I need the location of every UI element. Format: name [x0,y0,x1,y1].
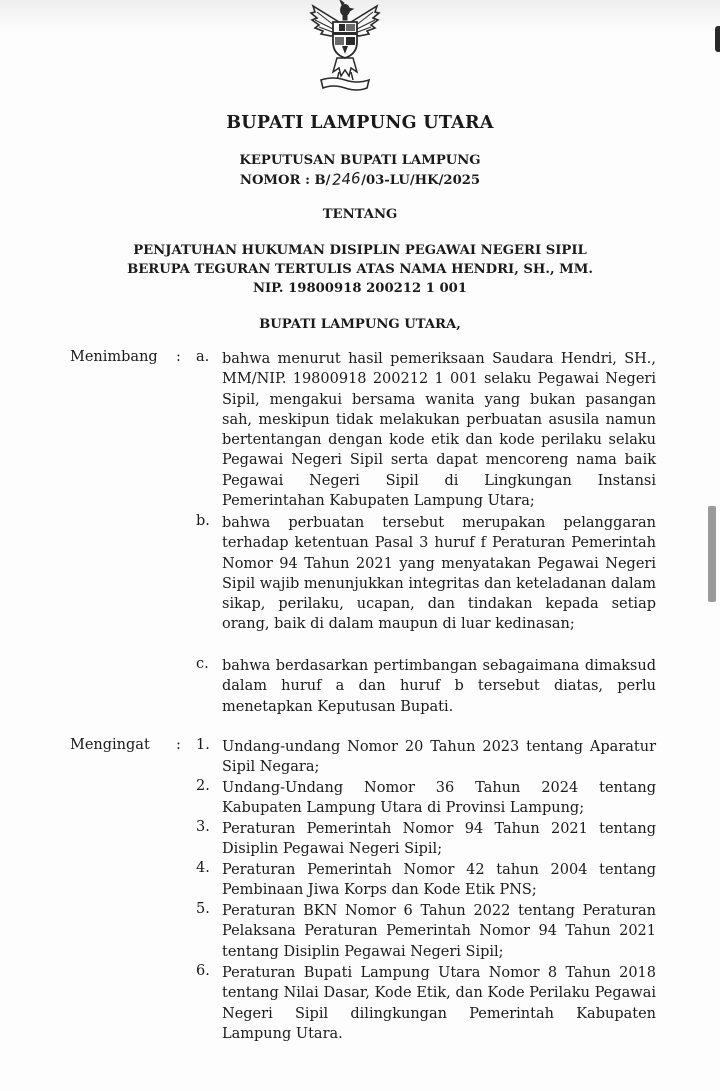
mengingat-marker-4: 4. [196,860,210,876]
menimbang-marker-c: c. [196,656,209,672]
mengingat-item-2: Undang-Undang Nomor 36 Tahun 2024 tentang Kabupaten Lampung Utara di Provinsi Lampung; [222,780,656,817]
menimbang-marker-b: b. [196,513,210,529]
scroll-indicator[interactable] [708,506,716,602]
mengingat-marker-1: 1. [196,737,210,753]
nomor-suffix: /03-LU/HK/2025 [361,173,481,188]
nomor-prefix: NOMOR : B/ [239,173,331,188]
menimbang-item-b: bahwa perbuatan tersebut merupakan pelanggaran terhadap ketentuan Pasal 3 huruf f Peraturan Pemerintah Nomor 94 Tahun 2021 yang menyatakan Pegawai Negeri Sipil wajib menunjukkan integritas dan keteladanan dalam sikap, perilaku, ucapan, dan tindakan kepada setiap orang, baik di dalam maupun di luar kedinasan; [222,515,656,633]
mengingat-marker-2: 2. [196,778,210,794]
menimbang-colon: : [176,349,181,365]
scan-edge-mark [715,26,720,52]
subject-line-3: NIP. 19800918 200212 1 001 [252,281,468,296]
mengingat-marker-3: 3. [196,819,210,835]
subject-line-1: PENJATUHAN HUKUMAN DISIPLIN PEGAWAI NEGERI SIPIL [133,243,587,258]
mengingat-item-3: Peraturan Pemerintah Nomor 94 Tahun 2021 tentang Disiplin Pegawai Negeri Sipil; [222,821,656,858]
nomor-handwritten: 246 [330,169,361,189]
menimbang-label: Menimbang [70,349,158,365]
mengingat-item-1: Undang-undang Nomor 20 Tahun 2023 tentang Aparatur Sipil Negara; [222,739,656,776]
mengingat-item-4: Peraturan Pemerintah Nomor 42 tahun 2004 tentang Pembinaan Jiwa Korps dan Kode Etik PNS; [222,862,656,899]
mengingat-item-5: Peraturan BKN Nomor 6 Tahun 2022 tentang Peraturan Pelaksana Peraturan Pemerintah Nomor 94 Tahun 2021 tentang Disiplin Pegawai Negeri Sipil; [222,903,656,960]
decree-number [0,170,720,188]
mengingat-item-6: Peraturan Bupati Lampung Utara Nomor 8 Tahun 2018 tentang Nilai Dasar, Kode Etik, dan Kode Perilaku Pegawai Negeri Sipil dilingkungan Pemerintah Kabupaten Lampung Utara. [222,965,656,1042]
decree-line: KEPUTUSAN BUPATI LAMPUNG [239,153,481,168]
menimbang-item-a: bahwa menurut hasil pemeriksaan Saudara Hendri, SH., MM/NIP. 19800918 200212 1 001 selaku Pegawai Negeri Sipil, mengakui bersama wanita yang bukan pasangan sah, meskipun tidak melakukan perbuatan asusila namun bertentangan dengan kode etik dan kode perilaku selaku Pegawai Negeri Sipil serta dapat mencoreng nama baik Pegawai Negeri Sipil di Lingkungan Instansi Pemerintahan Kabupaten Lampung Utara; [222,351,656,510]
garuda-emblem-icon [309,0,381,94]
mengingat-colon: : [176,737,181,753]
mengingat-marker-5: 5. [196,901,210,917]
mengingat-marker-6: 6. [196,963,210,979]
menimbang-item-c: bahwa berdasarkan pertimbangan sebagaimana dimaksud dalam huruf a dan huruf b tersebut diatas, perlu menetapkan Keputusan Bupati. [222,658,656,715]
mengingat-label: Mengingat [70,737,150,753]
subject-line-2: BERUPA TEGURAN TERTULIS ATAS NAMA HENDRI, SH., MM. [127,262,593,277]
issuer-title: BUPATI LAMPUNG UTARA [226,113,494,133]
menimbang-marker-a: a. [196,349,210,365]
tentang-heading: TENTANG [322,207,398,222]
issuer-heading: BUPATI LAMPUNG UTARA, [259,317,461,332]
